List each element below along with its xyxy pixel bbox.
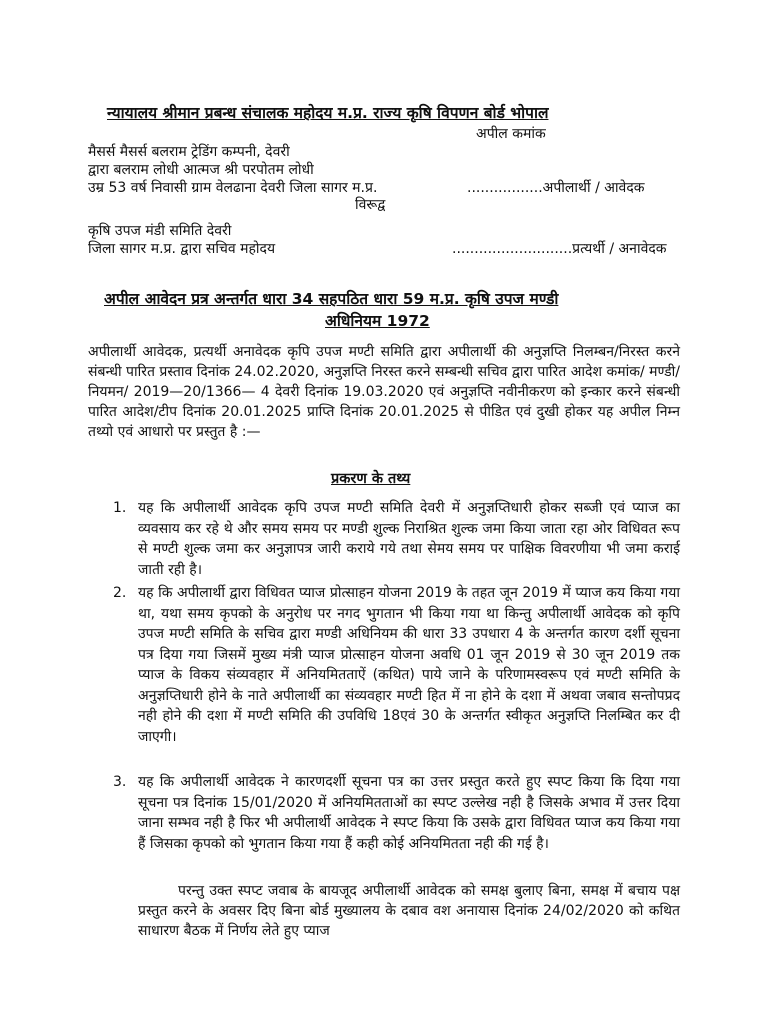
fact-number: 1. [113,500,127,516]
appellant-line-3: उम्र 53 वर्ष निवासी ग्राम वेलढाना देवरी जिला सागर म.प्र. [88,180,378,196]
intro-paragraph [88,342,680,442]
intro-text: अपीलार्थी आवेदक, प्रत्यर्थी अनावेदक कृपि उपज मण्टी समिति द्वारा अपीलार्थी की अनुज्ञप्ति निलम्बन/निरस्त करने संबन्धी पारित प्रस्ताव दिनांक 24.02.2020, अनुज्ञप्ति निरस्त करने सम्बन्धी सचिव द्वारा पारित आदेश कमांक/ मण्डी/ नियमन/ 2019—20/1366— 4 देवरी दिनांक 19.03.2020 एवं अनुज्ञप्ति नवीनीकरण को इन्कार करने संबन्धी पारित आदेश/टीप दिनांक 20.01.2025 प्राप्ति दिनांक 20.01.2025 से पीडित एवं दुखी होकर यह अपील निम्न तथ्यो एवं आधारो पर प्रस्तुत है :— [88,344,680,440]
respondent-line-2: जिला सागर म.प्र. द्वारा सचिव महोदय [88,241,276,257]
fact-item: यह कि अपीलार्थी द्वारा विधिवत प्याज प्रोत्साहन योजना 2019 के तहत जून 2019 में प्याज कय किया गया था, यथा समय कृपको के अनुरोध पर नगद भुगतान भी किया गया था किन्तु अपीलार्थी आवेदक को कृपि उपज मण्टी समिति के सचिव द्वारा मण्डी अधिनियम की धारा 33 उपधारा 4 के अन्तर्गत कारण दर्शी सूचना पत्र दिया गया जिसमें मुख्य मंत्री प्याज प्रोत्साहन योजना अवधि 01 जून 2019 से 30 जून 2019 तक प्याज के विकय संव्यवहार में अनियमितताऐं (कथित) पाये जाने के परिणामस्वरूप एवं मण्टी समिति के अनुज्ञप्तिधारी होने के नाते अपीलार्थी का संव्यवहार मण्टी हित में ना होने के दशा में अथवा जबाव सन्तोपप्रद नही होने की दशा में मण्टी समिति की उपविधि 18एवं 30 के अन्तर्गत स्वीकृत अनुज्ञप्ति निलम्बित कर दी जाएगी। [138,585,680,745]
appellant-line-2: द्वारा बलराम लोधी आत्मज श्री परपोतम लोधी [88,162,314,178]
appeal-number-label: अपील कमांक [476,126,546,142]
fact-number: 3. [113,774,127,790]
closing-text: परन्तु उक्त स्पप्ट जवाब के बायजूद अपीलार्थी आवेदक को समक्ष बुलाए बिना, समक्ष में बचाय पक्ष प्रस्तुत करने के अवसर दिए बिना बोर्ड मुख्यालय के दबाव वश अनायास दिनांक 24/02/2020 को कथित साधारण बैठक में निर्णय लेते हुए प्याज [138,883,680,939]
appellant-role: .................अपीलार्थी / आवेदक [467,180,645,196]
appellant-line-1: मैसर्स मैसर्स बलराम ट्रेडिंग कम्पनी, देवरी [88,144,290,160]
fact-item: यह कि अपीलार्थी आवेदक ने कारणदर्शी सूचना पत्र का उत्तर प्रस्तुत करते हुए स्पप्ट किया कि दिया गया सूचना पत्र दिनांक 15/01/2020 में अनियमितताओं का स्पप्ट उल्लेख नही है जिसके अभाव में उत्तर दिया जाना सम्भव नही है फिर भी अपीलार्थी आवेदक ने स्पप्ट किया कि उसके द्वारा विधिवत प्याज कय किया गया हैं जिसका कृपको को भुगतान किया गया हैं कही कोई अनियमितता नही की गई है। [138,774,680,852]
court-title: न्यायालय श्रीमान प्रबन्ध संचालक महोदय म.प्र. राज्य कृषि विपणन बोर्ड भोपाल [107,104,549,122]
respondent-line-1: कृषि उपज मंडी समिति देवरी [88,223,232,239]
versus-label: विरूद्व [355,197,386,213]
subject-line-1: अपील आवेदन प्रत्र अन्तर्गत धारा 34 सहपठित धारा 59 म.प्र. कृषि उपज मण्डी [104,290,559,308]
fact-number: 2. [113,585,127,601]
facts-heading: प्रकरण के तथ्य [331,471,411,487]
closing-paragraph [138,881,680,941]
subject-line-2: अधिनियम 1972 [325,312,430,330]
respondent-role: ...........................प्रत्यर्थी / अनावेदक [452,241,667,257]
fact-item: यह कि अपीलार्थी आवेदक कृपि उपज मण्टी समिति देवरी में अनुज्ञप्तिधारी होकर सब्जी एवं प्याज का व्यवसाय कर रहे थे और समय समय पर मण्डी शुल्क निराश्रित शुल्क जमा किया जाता रहा ओर विधिवत रूप से मण्टी शुल्क जमा कर अनुज्ञापत्र जारी कराये गये तथा सेमय समय पर पाक्षिक विवरणीया भी जमा कराई जाती रही है। [138,500,680,578]
